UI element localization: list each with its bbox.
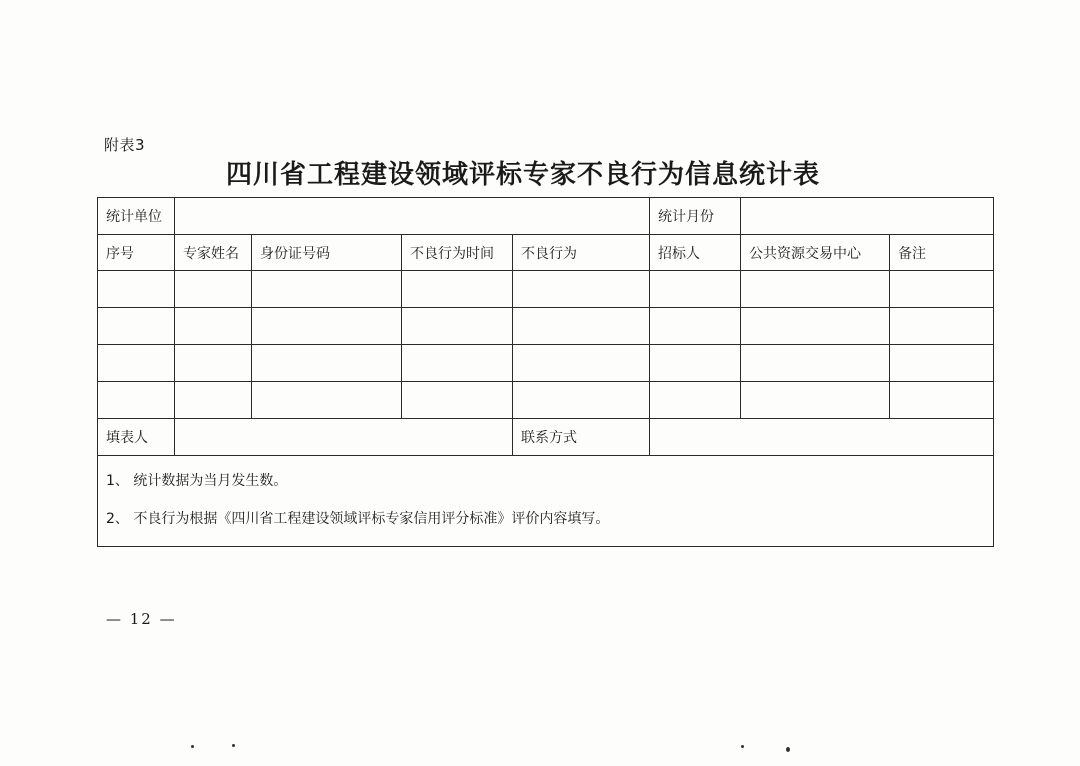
notes-row	[98, 456, 994, 547]
table-cell[interactable]	[650, 308, 741, 345]
table-row	[98, 345, 994, 382]
column-header: 不良行为时间	[402, 235, 513, 271]
table-cell[interactable]	[402, 345, 513, 382]
table-cell[interactable]	[513, 271, 650, 308]
table-cell[interactable]	[98, 345, 175, 382]
filler-value-cell[interactable]	[175, 419, 513, 456]
column-header: 备注	[890, 235, 994, 271]
table-header-row	[98, 198, 994, 235]
table-cell[interactable]	[741, 345, 890, 382]
table-cell[interactable]	[175, 382, 252, 419]
table-cell[interactable]	[890, 308, 994, 345]
column-header-row	[98, 235, 994, 271]
unit-value-cell[interactable]	[175, 198, 650, 235]
table-cell[interactable]	[890, 345, 994, 382]
unit-label: 统计单位	[98, 198, 175, 235]
filler-row	[98, 419, 994, 456]
table-cell[interactable]	[402, 382, 513, 419]
table-cell[interactable]	[513, 308, 650, 345]
contact-value-cell[interactable]	[650, 419, 994, 456]
table-cell[interactable]	[402, 308, 513, 345]
scan-speck	[191, 745, 194, 748]
table-cell[interactable]	[252, 345, 402, 382]
table-cell[interactable]	[741, 271, 890, 308]
table-cell[interactable]	[98, 271, 175, 308]
table-cell[interactable]	[513, 382, 650, 419]
scan-speck	[232, 744, 235, 747]
contact-label: 联系方式	[513, 419, 650, 456]
table-cell[interactable]	[252, 382, 402, 419]
table-cell[interactable]	[650, 271, 741, 308]
table-cell[interactable]	[650, 345, 741, 382]
notes-cell	[98, 456, 994, 547]
table-cell[interactable]	[98, 382, 175, 419]
table-cell[interactable]	[650, 382, 741, 419]
scan-speck	[741, 745, 744, 748]
document-title: 四川省工程建设领域评标专家不良行为信息统计表	[226, 160, 821, 190]
column-header: 身份证号码	[252, 235, 402, 271]
column-header: 专家姓名	[175, 235, 252, 271]
page-number: — 12 —	[106, 610, 177, 628]
table-cell[interactable]	[402, 271, 513, 308]
table-cell[interactable]	[252, 271, 402, 308]
table-cell[interactable]	[175, 345, 252, 382]
note-line: 1、 统计数据为当月发生数。	[106, 473, 288, 489]
table-cell[interactable]	[741, 308, 890, 345]
table-cell[interactable]	[890, 382, 994, 419]
appendix-label: 附表3	[104, 136, 146, 154]
column-header: 不良行为	[513, 235, 650, 271]
column-header: 序号	[98, 235, 175, 271]
column-header: 招标人	[650, 235, 741, 271]
filler-label: 填表人	[98, 419, 175, 456]
table-cell[interactable]	[890, 271, 994, 308]
table-cell[interactable]	[513, 345, 650, 382]
table-cell[interactable]	[175, 308, 252, 345]
statistics-table	[97, 197, 994, 547]
column-header: 公共资源交易中心	[741, 235, 890, 271]
table-cell[interactable]	[175, 271, 252, 308]
table-cell[interactable]	[741, 382, 890, 419]
scan-speck	[786, 747, 790, 752]
table-row	[98, 308, 994, 345]
table-cell[interactable]	[252, 308, 402, 345]
table-row	[98, 382, 994, 419]
table-cell[interactable]	[98, 308, 175, 345]
table-row	[98, 271, 994, 308]
month-label: 统计月份	[650, 198, 741, 235]
note-line: 2、 不良行为根据《四川省工程建设领域评标专家信用评分标准》评价内容填写。	[106, 511, 610, 527]
month-value-cell[interactable]	[741, 198, 994, 235]
